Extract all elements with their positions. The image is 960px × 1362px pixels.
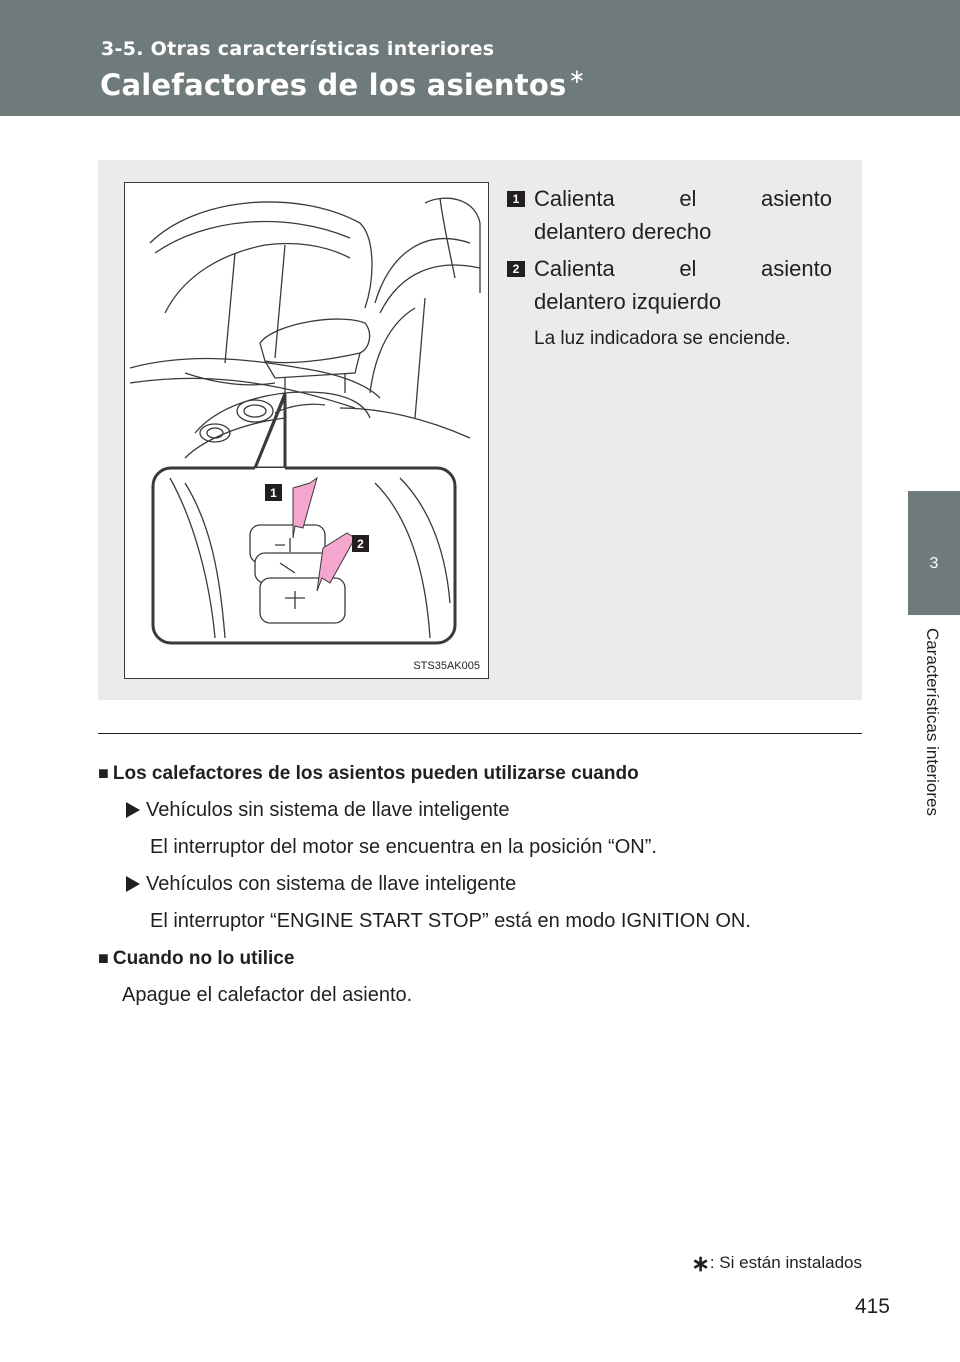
note-heading (98, 945, 862, 982)
illustration-drawing (125, 183, 488, 678)
page-header (0, 0, 960, 116)
note-heading (98, 760, 862, 797)
desc-word: Calienta (534, 256, 615, 281)
note-body: El interruptor del motor se encuentra en la posición “ON”. (150, 836, 657, 858)
desc-word: el (679, 186, 697, 211)
item-number-2: 2 (507, 261, 525, 277)
square-bullet-icon: ■ (98, 948, 109, 968)
note-heading-text: Cuando no lo utilice (112, 948, 295, 969)
chapter-number: 3 (929, 555, 939, 572)
chapter-label-text: Características interiores (923, 628, 942, 817)
desc-word: Calienta (534, 186, 615, 211)
item-number-1: 1 (507, 191, 525, 207)
divider (98, 733, 862, 734)
footnote-mark: ∗ (691, 1251, 710, 1276)
page-title-text: Calefactores de los asientos (100, 68, 567, 102)
description-item (507, 252, 832, 318)
square-bullet-icon: ■ (98, 763, 109, 783)
title-asterisk: ∗ (568, 64, 586, 88)
note-body: Apague el calefactor del asiento. (122, 984, 413, 1006)
note-subheading (126, 871, 862, 908)
desc-line2: delantero izquierdo (534, 289, 722, 314)
triangle-bullet-icon (126, 876, 140, 892)
desc-word: el (679, 256, 697, 281)
page-title (100, 64, 586, 102)
callout-1-label: 1 (270, 486, 277, 500)
footnote (691, 1251, 862, 1277)
description-item (507, 182, 832, 248)
note-sub-text: Vehículos sin sistema de llave inteligente (146, 799, 510, 821)
desc-line2: delantero derecho (534, 219, 712, 244)
seat-heater-illustration (124, 182, 489, 679)
chapter-tab (908, 491, 960, 615)
section-title: 3-5. Otras características interiores (101, 38, 495, 60)
notes-section (98, 760, 862, 1019)
cupholder (237, 400, 273, 422)
triangle-bullet-icon (126, 802, 140, 818)
note-body: El interruptor “ENGINE START STOP” está en modo IGNITION ON. (150, 910, 751, 932)
page-number: 415 (854, 1295, 890, 1318)
description-list (507, 182, 832, 350)
chapter-label (912, 628, 952, 868)
desc-word: asiento (761, 256, 832, 281)
note-subheading (126, 797, 862, 834)
indicator-note: La luz indicadora se enciende. (534, 328, 791, 349)
switch-2 (260, 578, 345, 623)
figure-code: STS35AK005 (413, 660, 480, 672)
note-sub-text: Vehículos con sistema de llave inteligente (146, 873, 517, 895)
callout-2-label: 2 (357, 537, 364, 551)
footnote-text: : Si están instalados (709, 1253, 862, 1272)
desc-word: asiento (761, 186, 832, 211)
note-heading-text: Los calefactores de los asientos pueden utilizarse cuando (112, 763, 639, 784)
seat-outline (150, 202, 372, 308)
